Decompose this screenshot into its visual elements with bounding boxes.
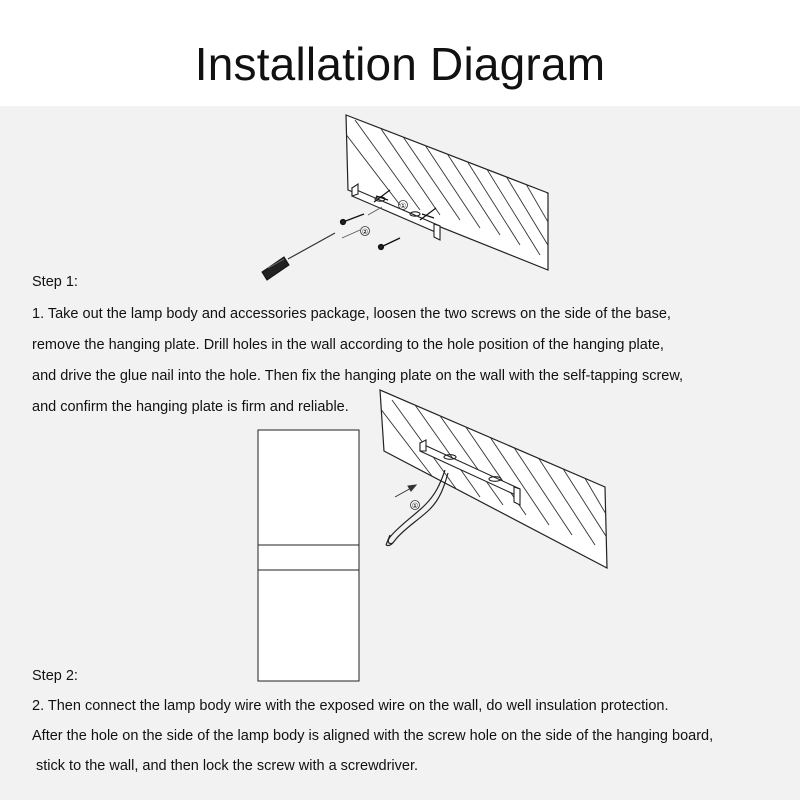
callout-1: ① bbox=[411, 502, 419, 510]
wall-panel bbox=[335, 115, 580, 270]
callout-2: ② bbox=[361, 228, 369, 236]
screwdriver bbox=[262, 233, 335, 280]
step1-line-1: 1. Take out the lamp body and accessories package, loosen the two screws on the side of the base, bbox=[32, 306, 671, 322]
page-title: Installation Diagram bbox=[194, 38, 606, 90]
header-bar bbox=[0, 0, 800, 106]
step1-line-4: and confirm the hanging plate is firm and reliable. bbox=[32, 399, 349, 415]
step1-line-3: and drive the glue nail into the hole. Then fix the hanging plate on the wall with the self-tapping screw, bbox=[32, 368, 684, 384]
step1-heading: Step 1: bbox=[32, 274, 78, 290]
step2-line-2: After the hole on the side of the lamp body is aligned with the screw hole on the side of the hanging board, bbox=[32, 728, 714, 744]
wall-panel bbox=[370, 390, 630, 568]
self-tapping-screw bbox=[341, 214, 400, 249]
step2-heading: Step 2: bbox=[32, 668, 78, 684]
step1-line-2: remove the hanging plate. Drill holes in the wall according to the hole position of the hanging plate, bbox=[32, 337, 664, 353]
step1-figure bbox=[240, 110, 560, 280]
step2-line-1: 2. Then connect the lamp body wire with the exposed wire on the wall, do well insulation protection. bbox=[32, 698, 669, 714]
callout-1: ① bbox=[399, 202, 407, 210]
lamp-body bbox=[258, 430, 359, 681]
arrow bbox=[395, 485, 416, 497]
step2-line-3: stick to the wall, and then lock the screw with a screwdriver. bbox=[32, 758, 419, 774]
step2-figure bbox=[250, 385, 620, 685]
